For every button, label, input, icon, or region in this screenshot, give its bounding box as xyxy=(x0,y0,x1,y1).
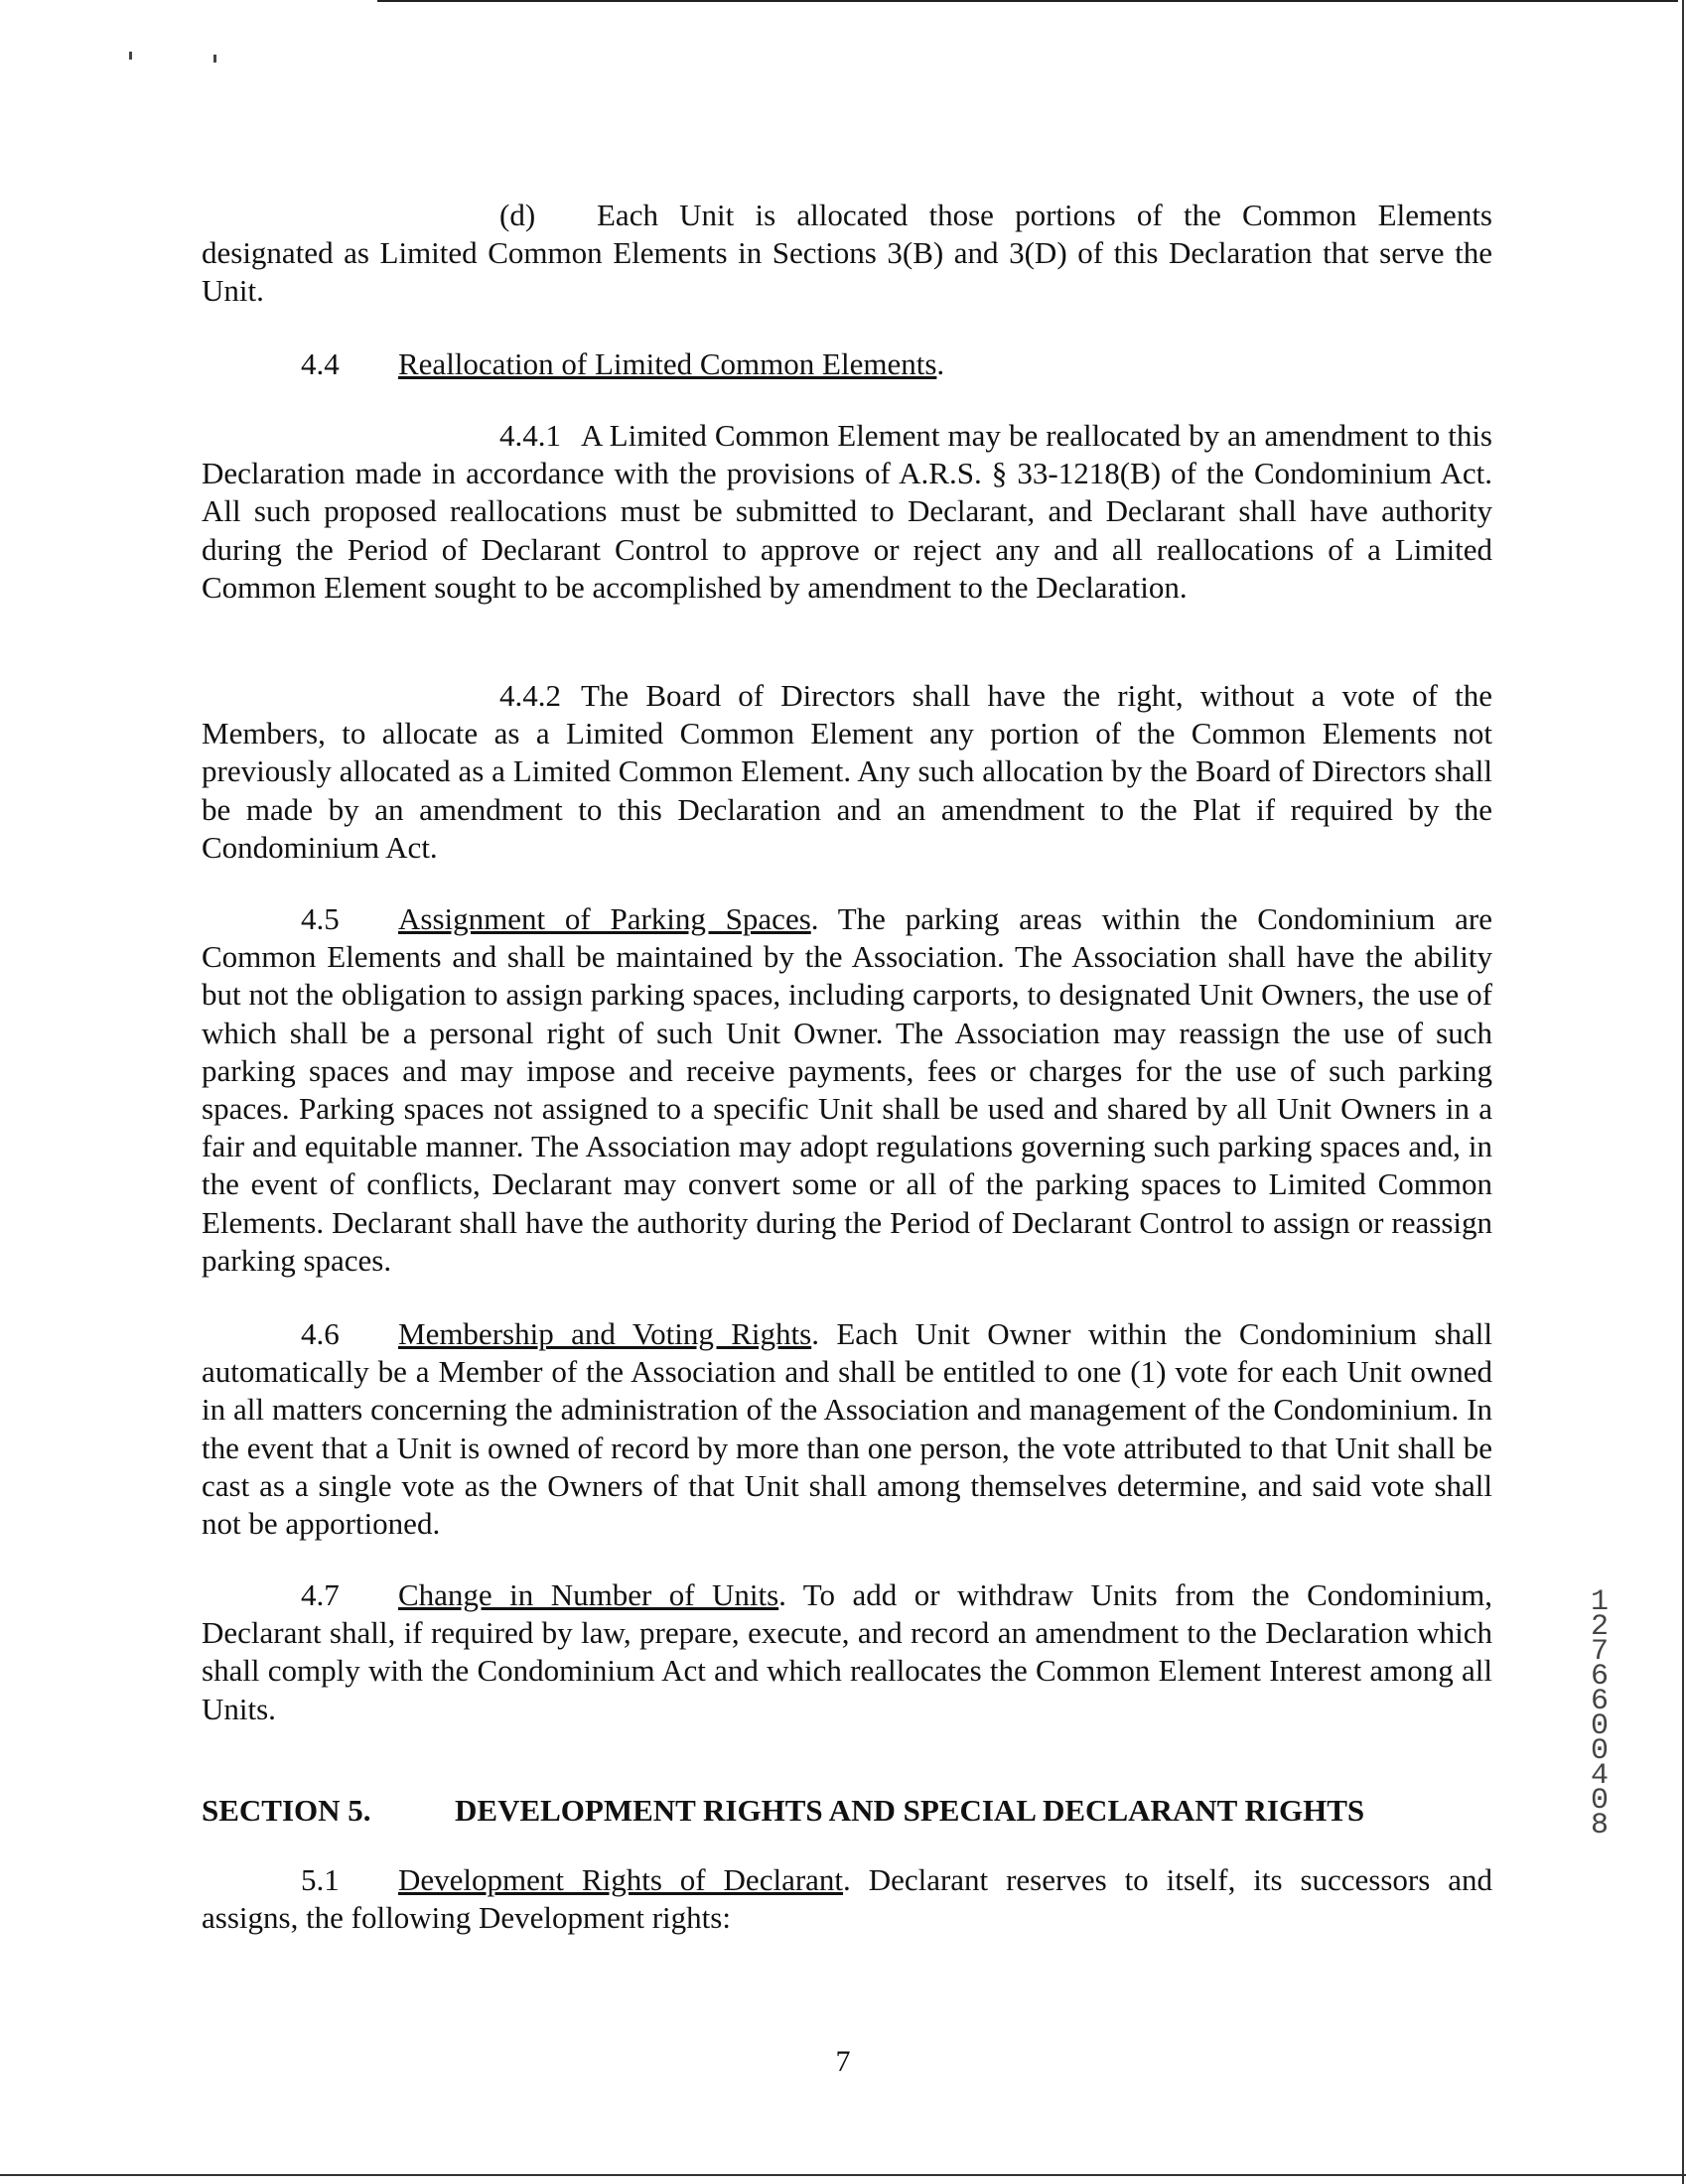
paragraph-4-5 xyxy=(202,900,1492,1280)
section-title: DEVELOPMENT RIGHTS AND SPECIAL DECLARANT RIGHTS xyxy=(455,1793,1365,1828)
paragraph-title: Assignment of Parking Spaces xyxy=(398,901,811,936)
paragraph-title: Reallocation of Limited Common Elements xyxy=(398,346,937,381)
paragraph-text: . To add or withdraw Units from the Condominium, Declarant shall, if required by law, prepare, execute, and record an amendment to the Declaration which shall comply with the Condominium Act and which reallocates the Common Element Interest among all Units. xyxy=(202,1577,1492,1726)
paragraph-number: 4.4 xyxy=(301,346,340,381)
paragraph-4-4 xyxy=(202,345,1492,383)
paragraph-number: 4.7 xyxy=(301,1577,340,1612)
paragraph-number: 4.6 xyxy=(301,1316,340,1351)
paragraph-text: . Each Unit Owner within the Condominium shall automatically be a Member of the Association and shall be entitled to one (1) vote for each Unit owned in all matters concerning the administration of the Association and management of the Condominium. In the event that a Unit is owned of record by more than one person, the vote attributed to that Unit shall be cast as a single vote as the Owners of that Unit shall among themselves determine, and said vote shall not be apportioned. xyxy=(202,1316,1492,1542)
paragraph-title: Membership and Voting Rights xyxy=(398,1316,812,1351)
paragraph-text: A Limited Common Element may be reallocated by an amendment to this Declaration made in accordance with the provisions of A.R.S. § 33-1218(B) of the Condominium Act. All such proposed reallocations must be submitted to Declarant, and Declarant shall have authority during the Period of Declarant Control to approve or reject any and all reallocations of a Limited Common Element sought to be accomplished by amendment to the Declaration. xyxy=(202,418,1492,605)
paragraph-4-7 xyxy=(202,1576,1492,1728)
page-number: 7 xyxy=(835,2045,851,2078)
paragraph-title: Change in Number of Units xyxy=(398,1577,779,1612)
paragraph-title: Development Rights of Declarant xyxy=(398,1862,844,1897)
paragraph-4-4-2 xyxy=(202,677,1492,867)
paragraph-text: . The parking areas within the Condominium are Common Elements and shall be maintained by the Association. The Association shall have the ability but not the obligation to assign parking spaces, including carports, to designated Unit Owners, the use of which shall be a personal right of such Unit Owner. The Association may reassign the use of such parking spaces and may impose and receive payments, fees or charges for the use of such parking spaces. Parking spaces not assigned to a specific Unit shall be used and shared by all Unit Owners in a fair and equitable manner. The Association may adopt regulations governing such parking spaces and, in the event of conflicts, Declarant may convert some or all of the parking spaces to Limited Common Elements. Declarant shall have the authority during the Period of Declarant Control to assign or reassign parking spaces. xyxy=(202,901,1492,1278)
section-number: SECTION 5. xyxy=(202,1793,371,1828)
paragraph-number: 4.4.1 xyxy=(499,418,561,453)
recording-number-stamp: 12766 00408 xyxy=(1590,1585,1609,1843)
paragraph-5-1 xyxy=(202,1861,1492,1937)
scan-edge-right xyxy=(1682,0,1684,2184)
paragraph-number: 5.1 xyxy=(301,1862,340,1897)
scan-edge-bottom xyxy=(0,2174,1686,2176)
paragraph-text: The Board of Directors shall have the right, without a vote of the Members, to allocate as a Limited Common Element any portion of the Common Elements not previously allocated as a Limited Common Element. Any such allocation by the Board of Directors shall be made by an amendment to this Declaration and an amendment to the Plat if required by the Condominium Act. xyxy=(202,678,1492,865)
paragraph-4-6 xyxy=(202,1315,1492,1543)
paragraph-number: (d) xyxy=(499,198,536,232)
paragraph-text: . xyxy=(936,346,945,381)
paragraph-number: 4.5 xyxy=(301,901,340,936)
paragraph-text: . Declarant reserves to itself, its successors and assigns, the following Development rights: xyxy=(202,1862,1492,1936)
scan-speck xyxy=(129,52,132,60)
paragraph-text: Each Unit is allocated those portions of the Common Elements designated as Limited Common Elements in Sections 3(B) and 3(D) of this Declaration that serve the Unit. xyxy=(202,198,1492,309)
section-heading xyxy=(202,1792,1364,1830)
paragraph-number: 4.4.2 xyxy=(499,678,561,713)
scan-edge-top xyxy=(377,0,1678,2)
paragraph-4-3-d xyxy=(202,197,1492,311)
scan-speck xyxy=(213,55,216,63)
paragraph-4-4-1 xyxy=(202,417,1492,607)
